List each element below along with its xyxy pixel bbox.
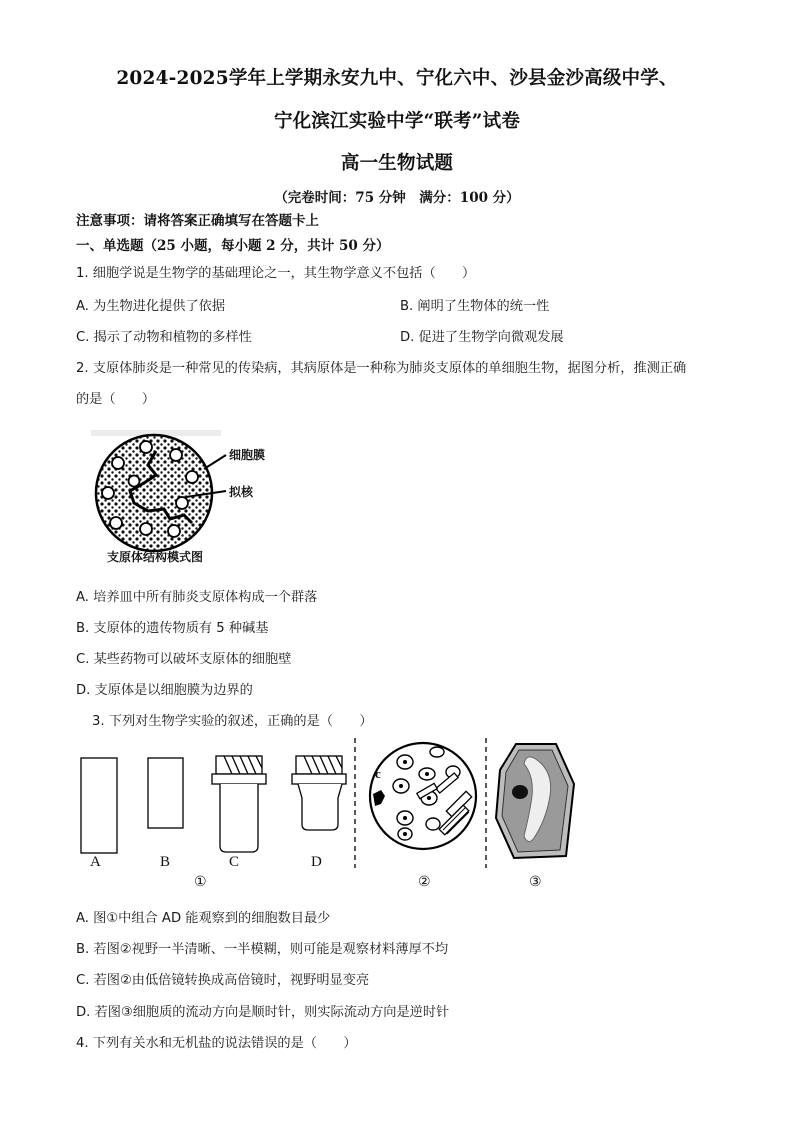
figure-caption: 支原体结构模式图: [107, 550, 204, 564]
lens-label-d: D: [311, 854, 322, 870]
cell-label-c: c: [375, 766, 381, 781]
label-cell-membrane: 细胞膜: [229, 448, 266, 462]
dashed-divider-2: [484, 738, 488, 868]
q2-option-c: C. 某些药物可以破坏支原体的细胞壁: [76, 652, 292, 667]
q1-option-b: B. 阐明了生物体的统一性: [400, 299, 550, 314]
lens-label-b: B: [160, 854, 171, 870]
exam-title-line1: 2024-2025学年上学期永安九中、宁化六中、沙县金沙高级中学、: [116, 68, 678, 89]
q2-stem-line1: 2. 支原体肺炎是一种常见的传染病，其病原体是一种称为肺炎支原体的单细胞生物，据图分析，推测正确: [76, 361, 687, 376]
q3-option-a: A. 图①中组合 AD 能观察到的细胞数目最少: [76, 911, 331, 926]
q3-option-c: C. 若图②由低倍镜转换成高倍镜时，视野明显变亮: [76, 973, 370, 988]
panel-label-1: ①: [194, 874, 207, 890]
q4-stem: 4. 下列有关水和无机盐的说法错误的是（ ）: [76, 1036, 357, 1051]
notice: 注意事项：请将答案正确填写在答题卡上: [76, 213, 319, 229]
q2-stem-line2: 的是（ ）: [76, 392, 156, 407]
q1-option-d: D. 促进了生物学向微观发展: [400, 330, 564, 345]
q3-option-b: B. 若图②视野一半清晰、一半模糊，则可能是观察材料薄厚不均: [76, 942, 449, 957]
q1-option-a: A. 为生物进化提供了依据: [76, 299, 226, 314]
exam-info: （完卷时间：75 分钟 满分：100 分）: [274, 190, 520, 206]
microscope-field: [367, 740, 479, 852]
exam-title-line2: 宁化滨江实验中学“联考”试卷: [273, 111, 521, 132]
q1-option-c: C. 揭示了动物和植物的多样性: [76, 330, 252, 345]
q3-option-d: D. 若图③细胞质的流动方向是顺时针，则实际流动方向是逆时针: [76, 1005, 450, 1020]
q2-option-a: A. 培养皿中所有肺炎支原体构成一个群落: [76, 590, 318, 605]
lens-label-c: C: [229, 854, 240, 870]
subject-title: 高一生物试题: [340, 153, 454, 174]
q3-stem: 3. 下列对生物学实验的叙述，正确的是（ ）: [92, 714, 373, 729]
lens-figure: [76, 738, 366, 858]
lens-label-a: A: [90, 854, 101, 870]
section-heading: 一、单选题（25 小题，每小题 2 分，共计 50 分）: [76, 238, 390, 254]
plant-cell: [494, 740, 576, 862]
q2-option-d: D. 支原体是以细胞膜为边界的: [76, 683, 253, 698]
panel-label-2: ②: [418, 874, 431, 890]
panel-label-3: ③: [529, 874, 542, 890]
label-nucleoid: 拟核: [229, 485, 254, 499]
q2-option-b: B. 支原体的遗传物质有 5 种碱基: [76, 621, 269, 636]
q1-stem: 1. 细胞学说是生物学的基础理论之一，其生物学意义不包括（ ）: [76, 266, 476, 281]
dashed-divider-1: [353, 738, 357, 868]
